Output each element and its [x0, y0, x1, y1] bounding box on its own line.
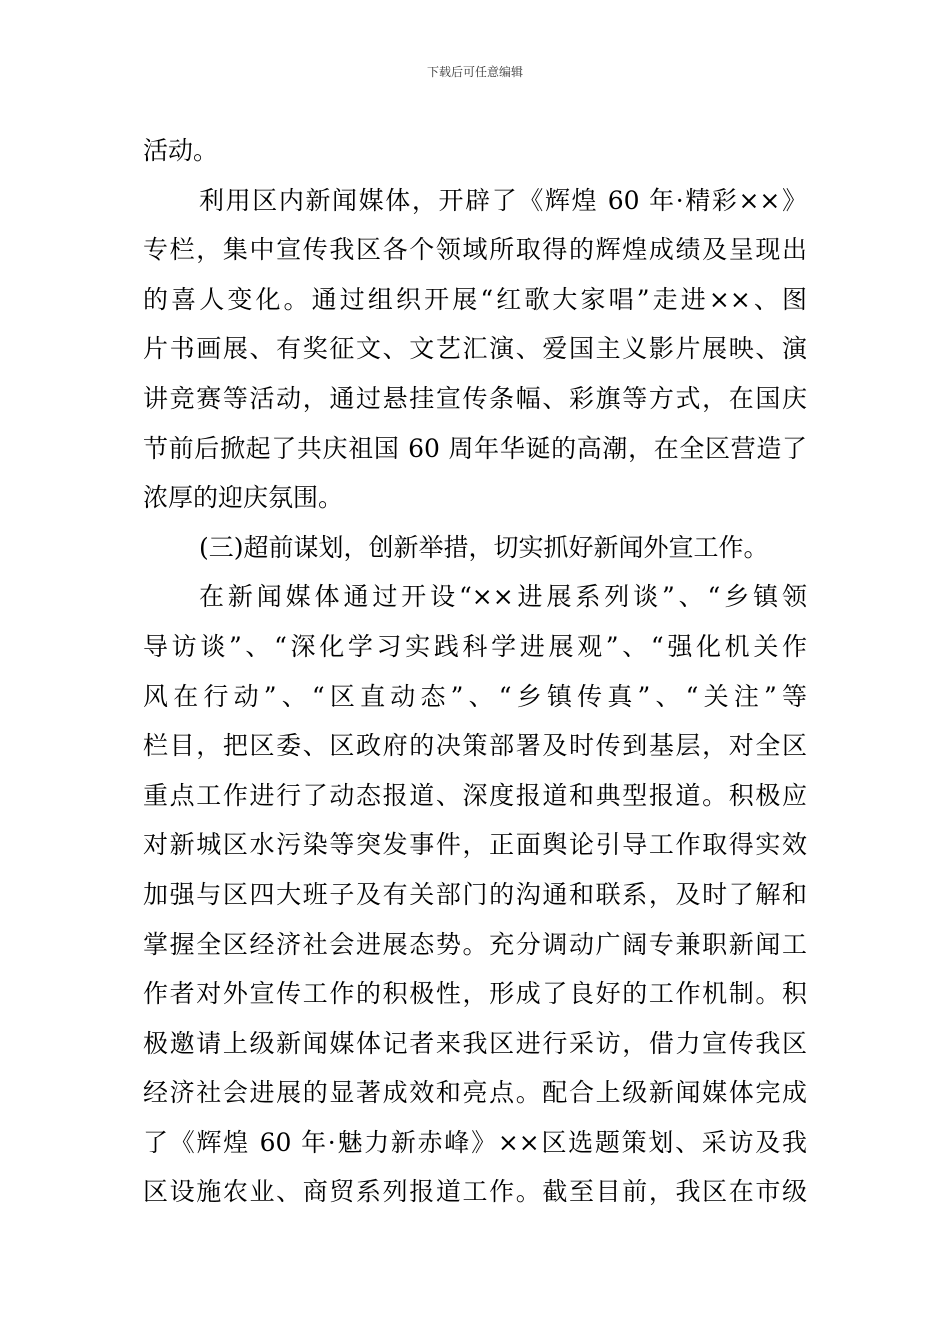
text-line: 经济社会进展的显著成效和亮点。配合上级新闻媒体完成 — [143, 1078, 807, 1108]
text-line: 区设施农业、商贸系列报道工作。截至目前，我区在市级 — [143, 1177, 807, 1207]
text-line: 专栏，集中宣传我区各个领域所取得的辉煌成绩及呈现出 — [143, 235, 807, 265]
text-line: 极邀请上级新闻媒体记者来我区进行采访，借力宣传我区 — [143, 1028, 807, 1058]
text-line: 浓厚的迎庆氛围。 — [143, 483, 344, 513]
text-line: 片书画展、有奖征文、文艺汇演、爱国主义影片展映、演 — [143, 334, 807, 364]
text-line: 了《辉煌 60 年·魅力新赤峰》××区选题策划、采访及我 — [143, 1127, 807, 1157]
text-line: 对新城区水污染等突发事件，正面舆论引导工作取得实效 — [143, 830, 807, 860]
page-header-note: 下载后可任意编辑 — [426, 65, 523, 79]
text-line: 作者对外宣传工作的积极性，形成了良好的工作机制。积 — [143, 979, 807, 1009]
document-body — [143, 126, 807, 1217]
text-line: 的喜人变化。通过组织开展“红歌大家唱”走进××、图 — [143, 284, 807, 314]
text-line: 导访谈”、“深化学习实践科学进展观”、“强化机关作 — [143, 631, 807, 661]
text-line: 掌握全区经济社会进展态势。充分调动广阔专兼职新闻工 — [143, 929, 807, 959]
text-line: 活动。 — [143, 136, 219, 165]
section-heading: (三)超前谋划，创新举措，切实抓好新闻外宣工作。 — [199, 532, 769, 562]
text-line: 讲竞赛等活动，通过悬挂宣传条幅、彩旗等方式，在国庆 — [143, 383, 807, 413]
text-line: 节前后掀起了共庆祖国 60 周年华诞的高潮，在全区营造了 — [143, 433, 807, 463]
text-line: 重点工作进行了动态报道、深度报道和典型报道。积极应 — [143, 780, 807, 810]
paragraph-first-line: 利用区内新闻媒体，开辟了《辉煌 60 年·精彩××》 — [199, 185, 807, 215]
paragraph-first-line: 在新闻媒体通过开设“××进展系列谈”、“乡镇领 — [199, 582, 807, 612]
text-line: 栏目，把区委、区政府的决策部署及时传到基层，对全区 — [143, 731, 807, 761]
text-line: 加强与区四大班子及有关部门的沟通和联系，及时了解和 — [143, 879, 807, 909]
text-line: 风在行动”、“区直动态”、“乡镇传真”、“关注”等 — [143, 681, 807, 711]
